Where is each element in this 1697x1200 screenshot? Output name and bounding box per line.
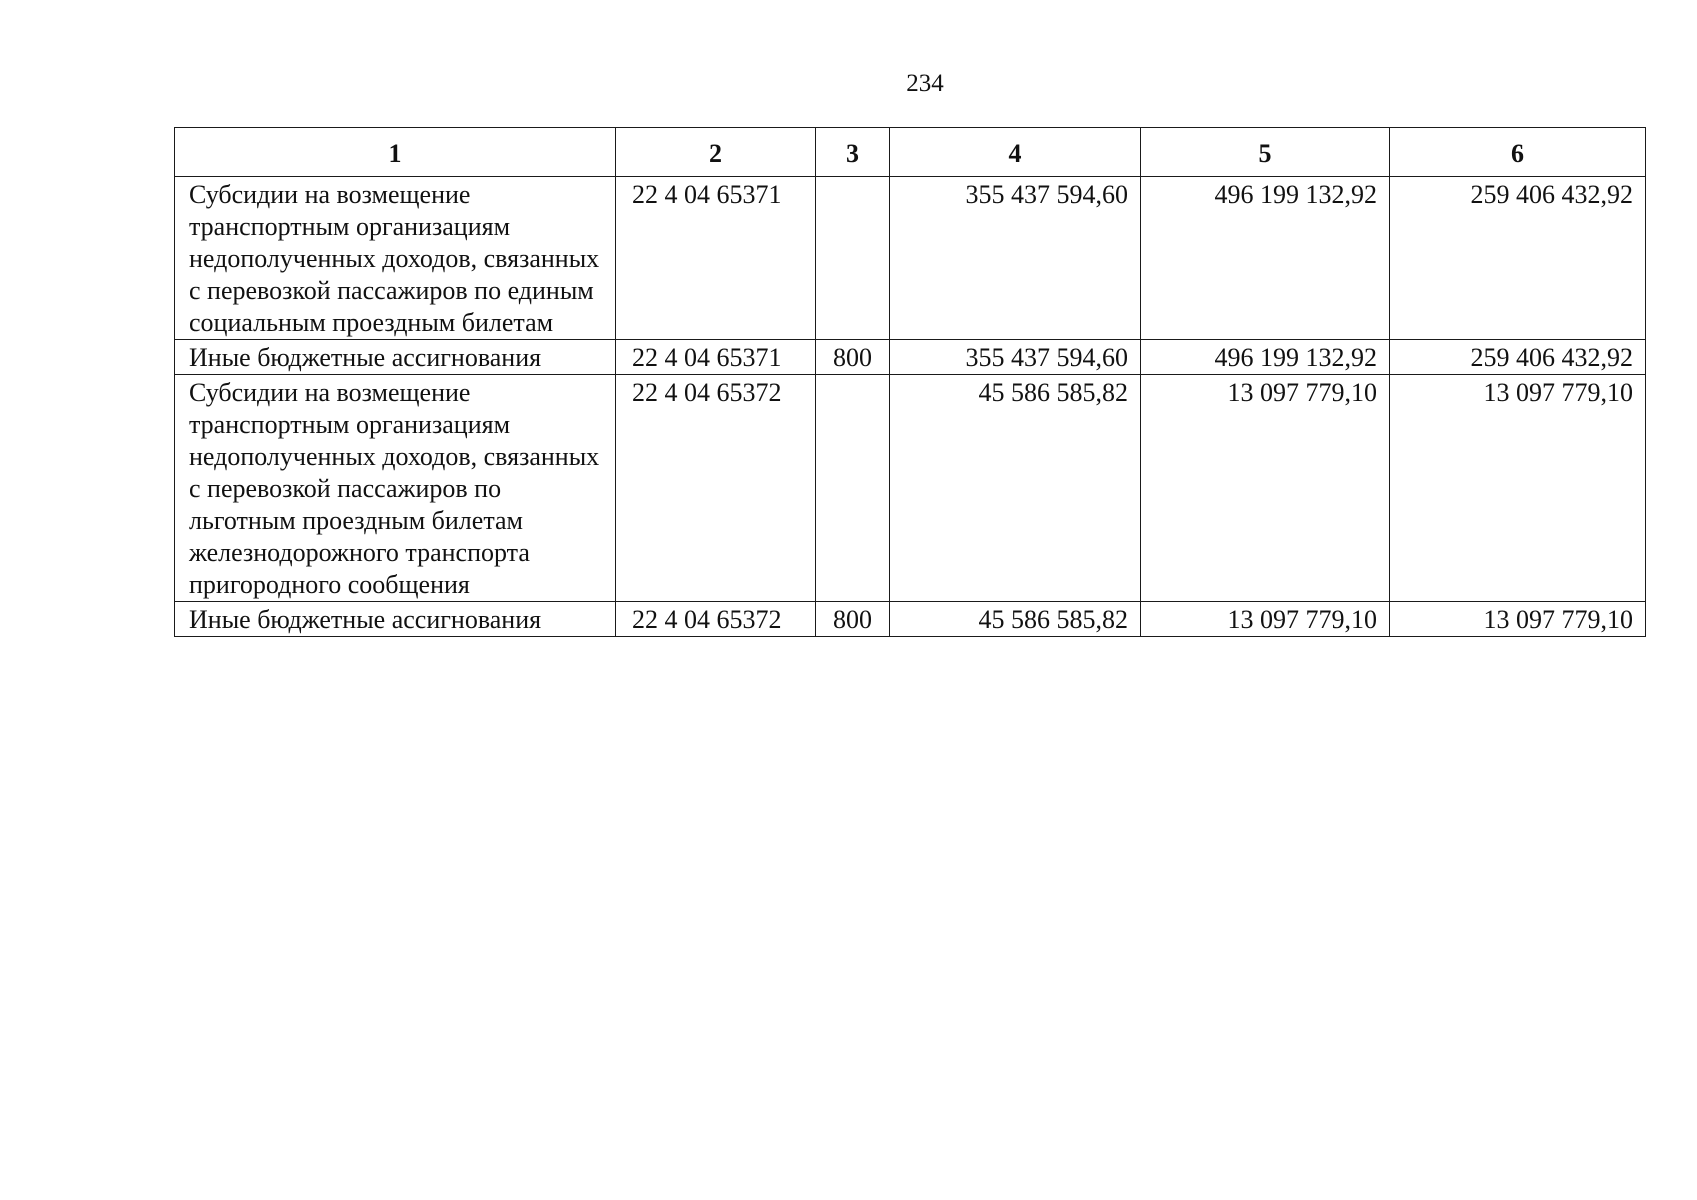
row-amount-col5-cell: 496 199 132,92	[1141, 177, 1390, 340]
row-name-cell: Иные бюджетные ассигнования	[175, 340, 616, 375]
row-amount-col4-cell: 355 437 594,60	[890, 177, 1141, 340]
table-row	[175, 340, 1646, 375]
budget-table-container	[174, 127, 1645, 637]
row-expense-type-cell	[816, 177, 890, 340]
row-amount-col5-cell: 13 097 779,10	[1141, 602, 1390, 637]
row-name-cell: Иные бюджетные ассигнования	[175, 602, 616, 637]
row-amount-col5-cell: 496 199 132,92	[1141, 340, 1390, 375]
row-expense-type-cell: 800	[816, 602, 890, 637]
row-amount-col6-cell: 259 406 432,92	[1390, 340, 1646, 375]
table-header-row	[175, 128, 1646, 177]
row-amount-col6-cell: 259 406 432,92	[1390, 177, 1646, 340]
column-header-4: 4	[890, 128, 1141, 177]
row-expense-type-cell: 800	[816, 340, 890, 375]
table-row	[175, 177, 1646, 340]
row-code-cell: 22 4 04 65371	[616, 177, 816, 340]
row-code-cell: 22 4 04 65372	[616, 375, 816, 602]
row-amount-col6-cell: 13 097 779,10	[1390, 602, 1646, 637]
column-header-2: 2	[616, 128, 816, 177]
row-code-cell: 22 4 04 65372	[616, 602, 816, 637]
budget-table	[174, 127, 1646, 637]
row-amount-col4-cell: 45 586 585,82	[890, 375, 1141, 602]
row-amount-col5-cell: 13 097 779,10	[1141, 375, 1390, 602]
row-name-cell: Субсидии на возмещение транспортным организациям недополученных доходов, связанных с перевозкой пассажиров по льготным проездным билетам железнодорожного транспорта пригородного сообщения	[175, 375, 616, 602]
row-code-cell: 22 4 04 65371	[616, 340, 816, 375]
table-row	[175, 375, 1646, 602]
column-header-6: 6	[1390, 128, 1646, 177]
row-amount-col6-cell: 13 097 779,10	[1390, 375, 1646, 602]
row-expense-type-cell	[816, 375, 890, 602]
table-row	[175, 602, 1646, 637]
row-amount-col4-cell: 45 586 585,82	[890, 602, 1141, 637]
column-header-5: 5	[1141, 128, 1390, 177]
row-name-cell: Субсидии на возмещение транспортным организациям недополученных доходов, связанных с перевозкой пассажиров по единым социальным проездным билетам	[175, 177, 616, 340]
row-amount-col4-cell: 355 437 594,60	[890, 340, 1141, 375]
page-number: 234	[906, 70, 944, 97]
column-header-1: 1	[175, 128, 616, 177]
column-header-3: 3	[816, 128, 890, 177]
